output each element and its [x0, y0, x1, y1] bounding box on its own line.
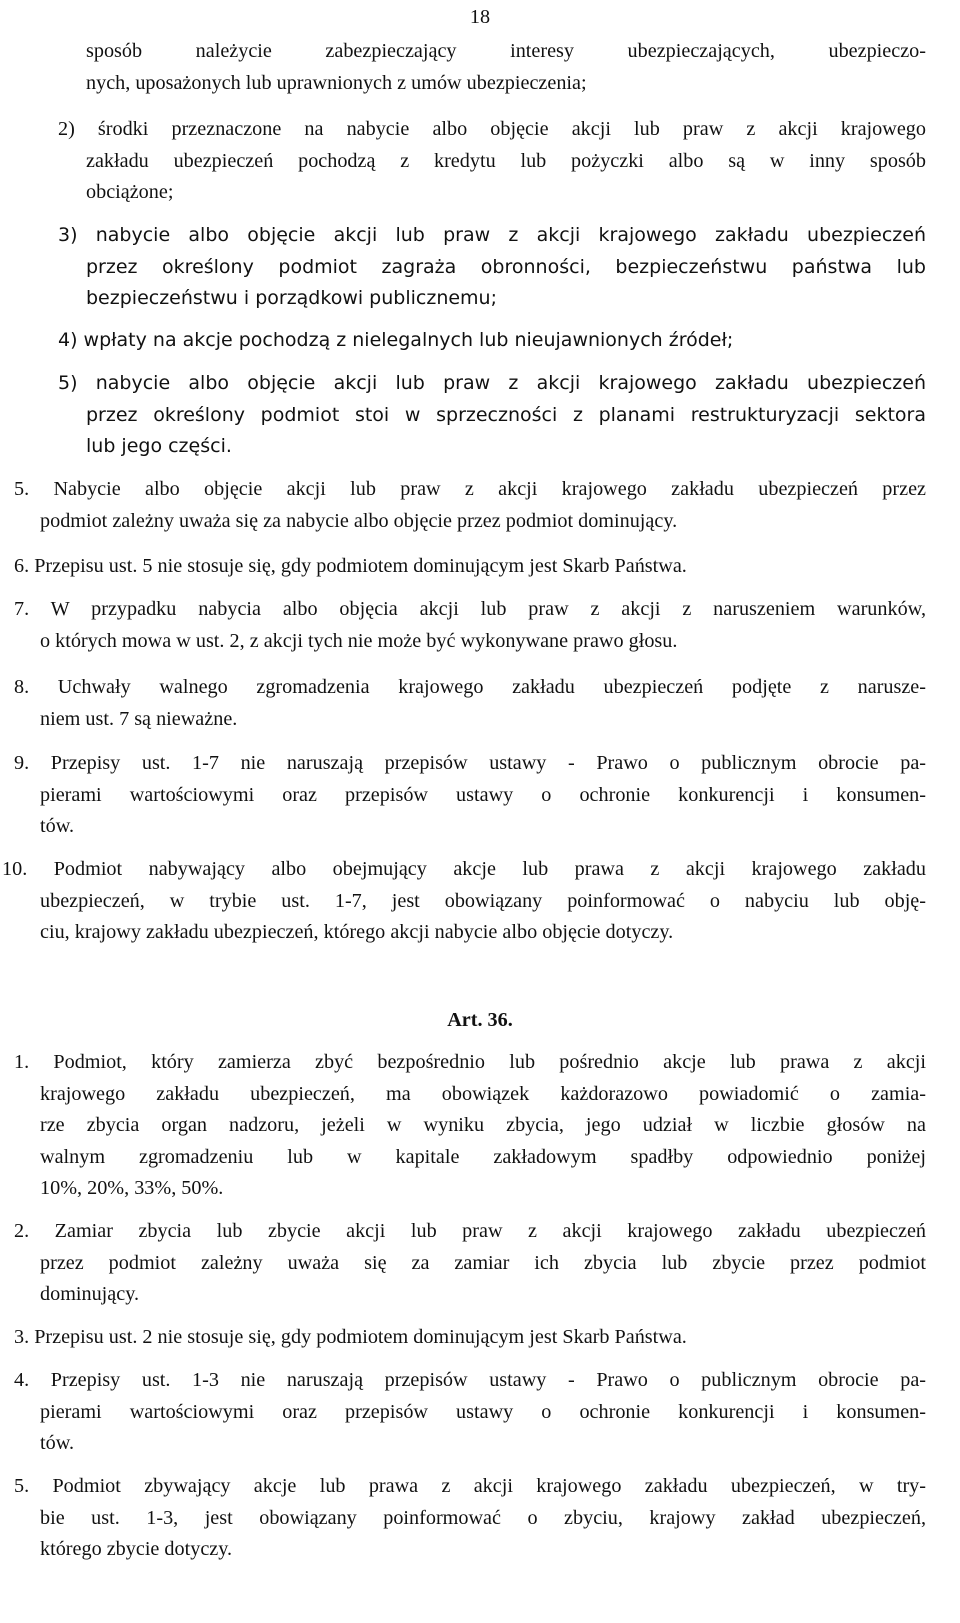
- text-line: zakładu ubezpieczeń pochodzą z kredytu lub pożyczki albo są w inny sposób: [86, 149, 926, 172]
- text-line: 5) nabycie albo objęcie akcji lub praw z akcji krajowego zakładu ubezpieczeń: [58, 372, 926, 394]
- text-line: 5. Podmiot zbywający akcje lub prawa z akcji krajowego zakładu ubezpieczeń, w try-: [14, 1475, 926, 1497]
- article36-paragraph-2: [14, 1216, 926, 1311]
- article36-paragraph-5: [14, 1471, 926, 1566]
- text-line: 6. Przepisu ust. 5 nie stosuje się, gdy podmiotem dominującym jest Skarb Państwa.: [14, 555, 687, 577]
- paragraph-9: [14, 748, 926, 843]
- page-number: 18: [469, 6, 491, 28]
- text-line: 3. Przepisu ust. 2 nie stosuje się, gdy podmiotem dominującym jest Skarb Państwa.: [14, 1326, 687, 1348]
- list-item-5: [58, 368, 926, 463]
- text-line: 10. Podmiot nabywający albo obejmujący akcje lub prawa z akcji krajowego zakładu: [2, 858, 926, 880]
- text-line: którego zbycie dotyczy.: [40, 1538, 233, 1560]
- text-line: przez podmiot zależny uważa się za zamiar ich zbycia lub zbycie przez podmiot: [40, 1251, 926, 1274]
- list-item-1-continuation: [86, 36, 926, 99]
- text-line: 1. Podmiot, który zamierza zbyć bezpośrednio lub pośrednio akcje lub prawa z akcji: [14, 1051, 926, 1073]
- text-line: 2. Zamiar zbycia lub zbycie akcji lub praw z akcji krajowego zakładu ubezpieczeń: [14, 1220, 926, 1242]
- text-line: bie ust. 1-3, jest obowiązany poinformować o zbyciu, krajowy zakład ubezpieczeń,: [40, 1506, 926, 1529]
- text-line: obciążone;: [86, 181, 174, 203]
- paragraph-10: [2, 854, 926, 949]
- list-item-4: [58, 325, 926, 357]
- article-heading: Art. 36.: [447, 1009, 513, 1031]
- text-line: przez określony podmiot stoi w sprzeczności z planami restrukturyzacji sektora: [86, 403, 926, 426]
- text-line: 4. Przepisy ust. 1-3 nie naruszają przepisów ustawy - Prawo o publicznym obrocie pa-: [14, 1369, 926, 1391]
- text-line: pierami wartościowymi oraz przepisów ustawy o ochronie konkurencji i konsumen-: [40, 1400, 926, 1423]
- list-item-3: [58, 220, 926, 315]
- paragraph-7: [14, 594, 926, 657]
- text-line: bezpieczeństwu i porządkowi publicznemu;: [86, 287, 497, 309]
- text-line: o których mowa w ust. 2, z akcji tych nie może być wykonywane prawo głosu.: [40, 629, 678, 652]
- text-line: sposób należycie zabezpieczający interesy ubezpieczających, ubezpieczo-: [86, 40, 926, 62]
- list-item-2: [58, 114, 926, 209]
- article36-paragraph-1: [14, 1047, 926, 1205]
- text-line: 10%, 20%, 33%, 50%.: [40, 1177, 224, 1199]
- text-line: rze zbycia organ nadzoru, jeżeli w wyniku zbycia, jego udział w liczbie głosów na: [40, 1114, 926, 1136]
- text-line: dominujący.: [40, 1283, 140, 1305]
- text-line: ciu, krajowy zakładu ubezpieczeń, którego akcji nabycie albo objęcie dotyczy.: [40, 921, 674, 943]
- text-line: niem ust. 7 są nieważne.: [40, 707, 238, 730]
- text-line: 5. Nabycie albo objęcie akcji lub praw z akcji krajowego zakładu ubezpieczeń przez: [14, 478, 926, 500]
- text-line: przez określony podmiot zagraża obronności, bezpieczeństwu państwa lub: [86, 255, 926, 278]
- paragraph-8: [14, 672, 926, 735]
- text-line: podmiot zależny uważa się za nabycie albo objęcie przez podmiot dominujący.: [40, 509, 678, 532]
- text-line: 2) środki przeznaczone na nabycie albo objęcie akcji lub praw z akcji krajowego: [58, 118, 926, 140]
- text-line: lub jego części.: [86, 435, 232, 457]
- text-line: tów.: [40, 1432, 75, 1454]
- article36-paragraph-4: [14, 1365, 926, 1460]
- text-line: 4) wpłaty na akcje pochodzą z nielegalnych lub nieujawnionych źródeł;: [58, 329, 734, 351]
- text-line: nych, uposażonych lub uprawnionych z umów ubezpieczenia;: [86, 71, 587, 94]
- text-line: 7. W przypadku nabycia albo objęcia akcji lub praw z akcji z naruszeniem warunków,: [14, 598, 926, 620]
- text-line: 8. Uchwały walnego zgromadzenia krajowego zakładu ubezpieczeń podjęte z narusze-: [14, 676, 926, 698]
- text-line: tów.: [40, 815, 75, 837]
- text-line: 9. Przepisy ust. 1-7 nie naruszają przepisów ustawy - Prawo o publicznym obrocie pa-: [14, 752, 926, 774]
- text-line: krajowego zakładu ubezpieczeń, ma obowiązek każdorazowo powiadomić o zamia-: [40, 1082, 926, 1105]
- paragraph-6: [14, 551, 926, 583]
- text-line: pierami wartościowymi oraz przepisów ustawy o ochronie konkurencji i konsumen-: [40, 783, 926, 806]
- text-line: 3) nabycie albo objęcie akcji lub praw z akcji krajowego zakładu ubezpieczeń: [58, 224, 926, 246]
- text-line: ubezpieczeń, w trybie ust. 1-7, jest obowiązany poinformować o nabyciu lub obję-: [40, 889, 926, 912]
- text-line: walnym zgromadzeniu lub w kapitale zakładowym spadłby odpowiednio poniżej: [40, 1145, 926, 1168]
- paragraph-5: [14, 474, 926, 537]
- article36-paragraph-3: [14, 1322, 926, 1354]
